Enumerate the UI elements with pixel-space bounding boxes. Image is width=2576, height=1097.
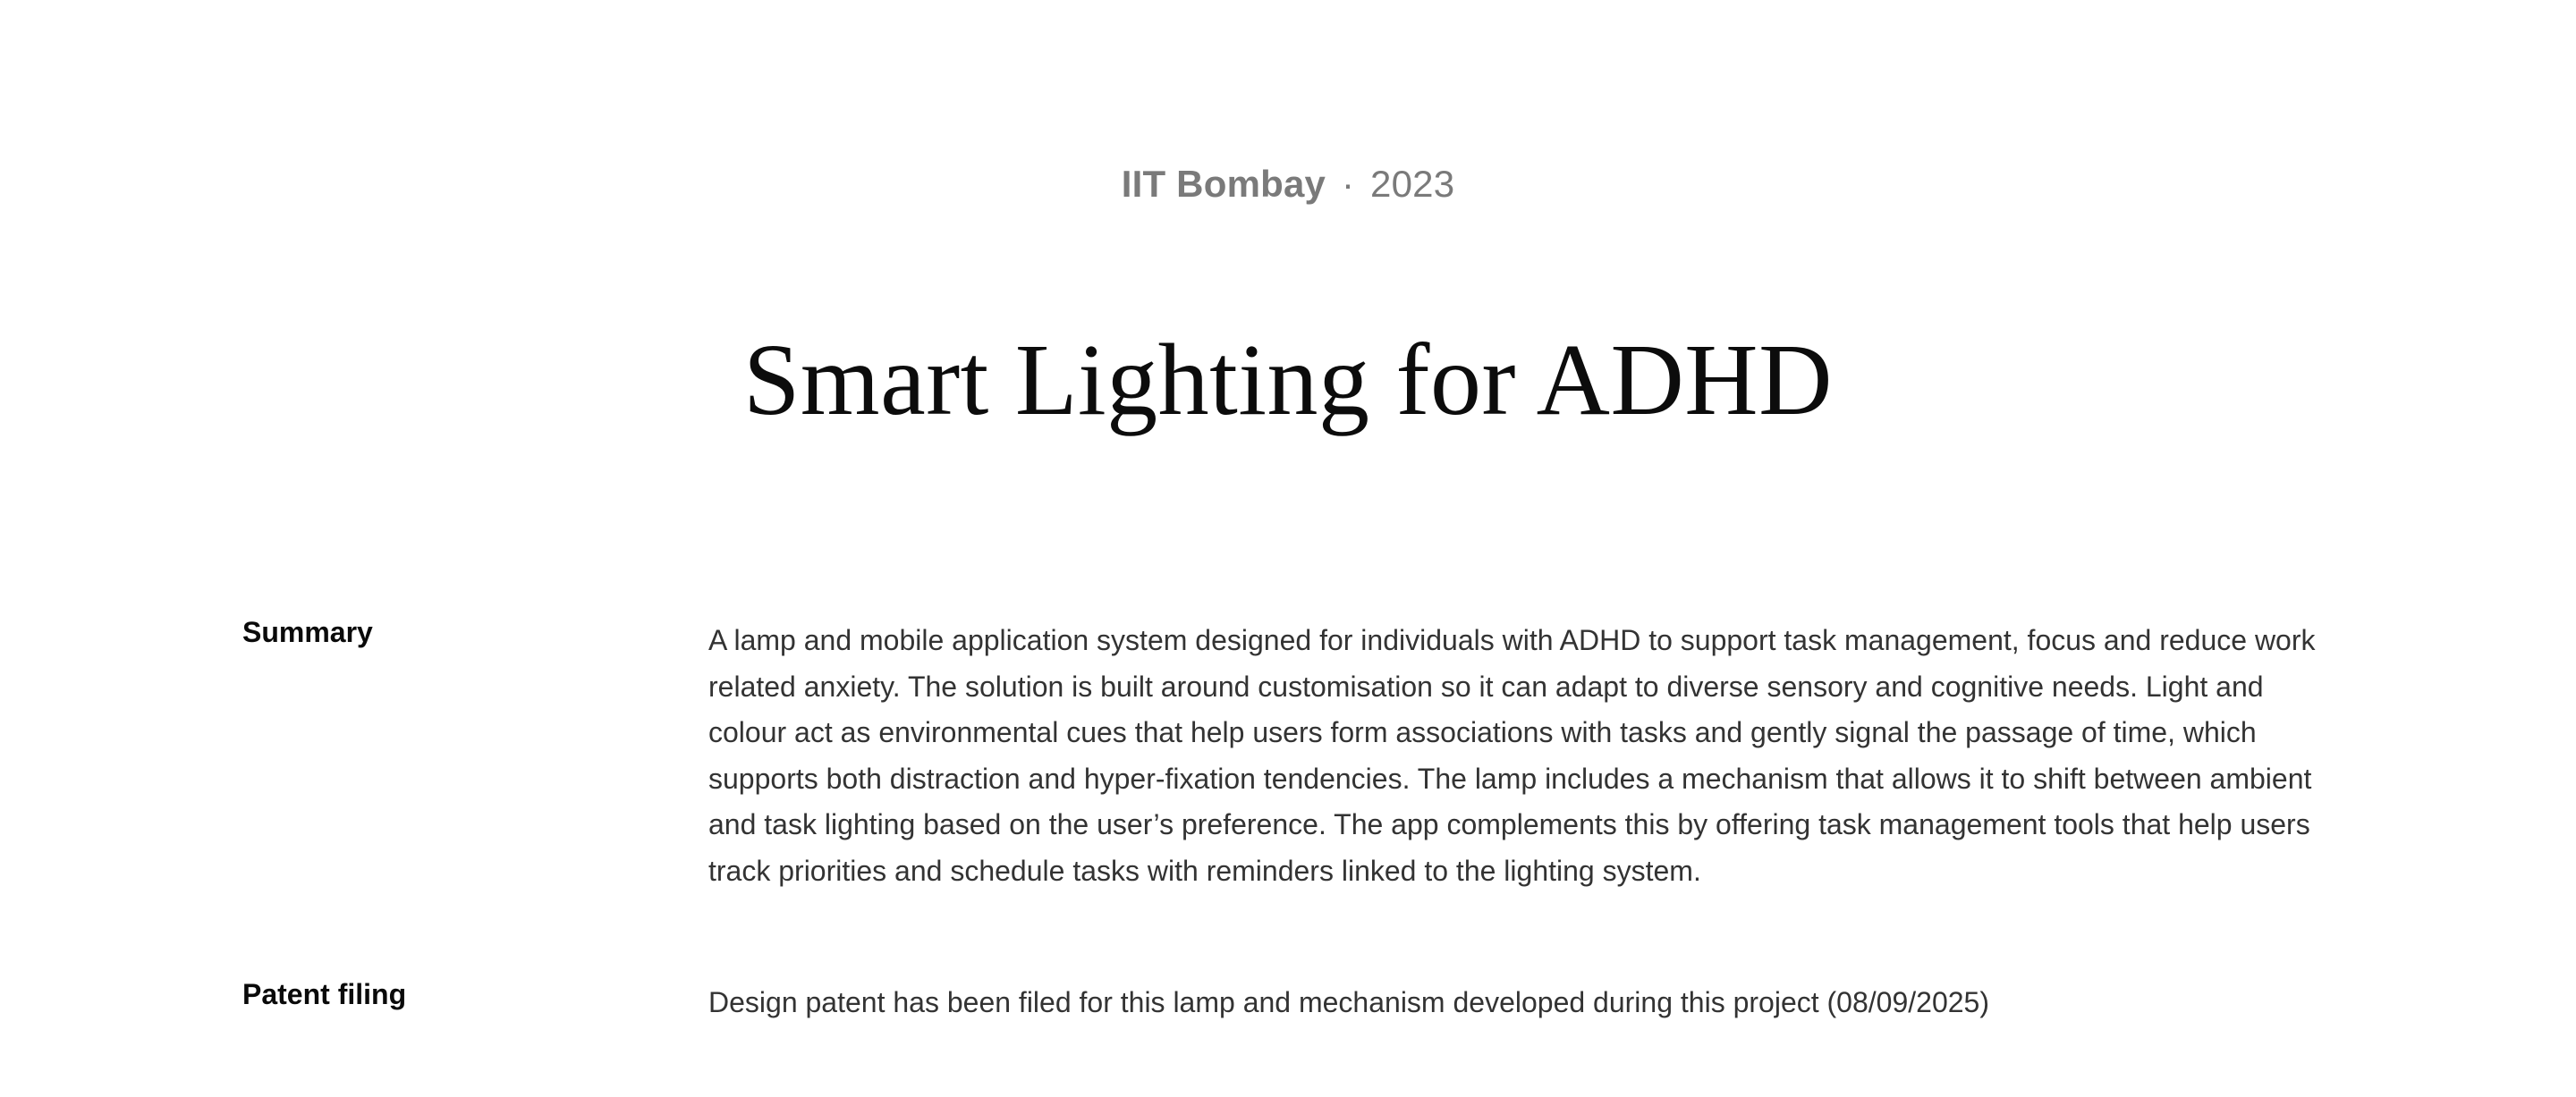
project-year: 2023 xyxy=(1370,163,1455,205)
patent-text: Design patent has been filed for this lamp and mechanism developed during this project (08/09/2025) xyxy=(708,986,1989,1018)
patent-label: Patent filing xyxy=(242,978,407,1010)
project-meta xyxy=(0,159,2576,209)
page-title: Smart Lighting for ADHD xyxy=(743,323,1833,436)
summary-label: Summary xyxy=(242,616,373,648)
organization-name: IIT Bombay xyxy=(1121,163,1326,205)
summary-text: A lamp and mobile application system designed for individuals with ADHD to support task management, focus and reduce work related anxiety. The solution is built around customisation so it can adapt to diverse sensory and cognitive needs. Light and colour act as environmental cues that help users form associations with tasks and gently signal the passage of time, which supports both distraction and hyper-fixation tendencies. The lamp includes a mechanism that allows it to shift between ambient and task lighting based on the user’s preference. The app complements this by offering task management tools that help users track priorities and schedule tasks with reminders linked to the lighting system. xyxy=(708,624,2316,887)
meta-separator: · xyxy=(1341,163,1355,205)
